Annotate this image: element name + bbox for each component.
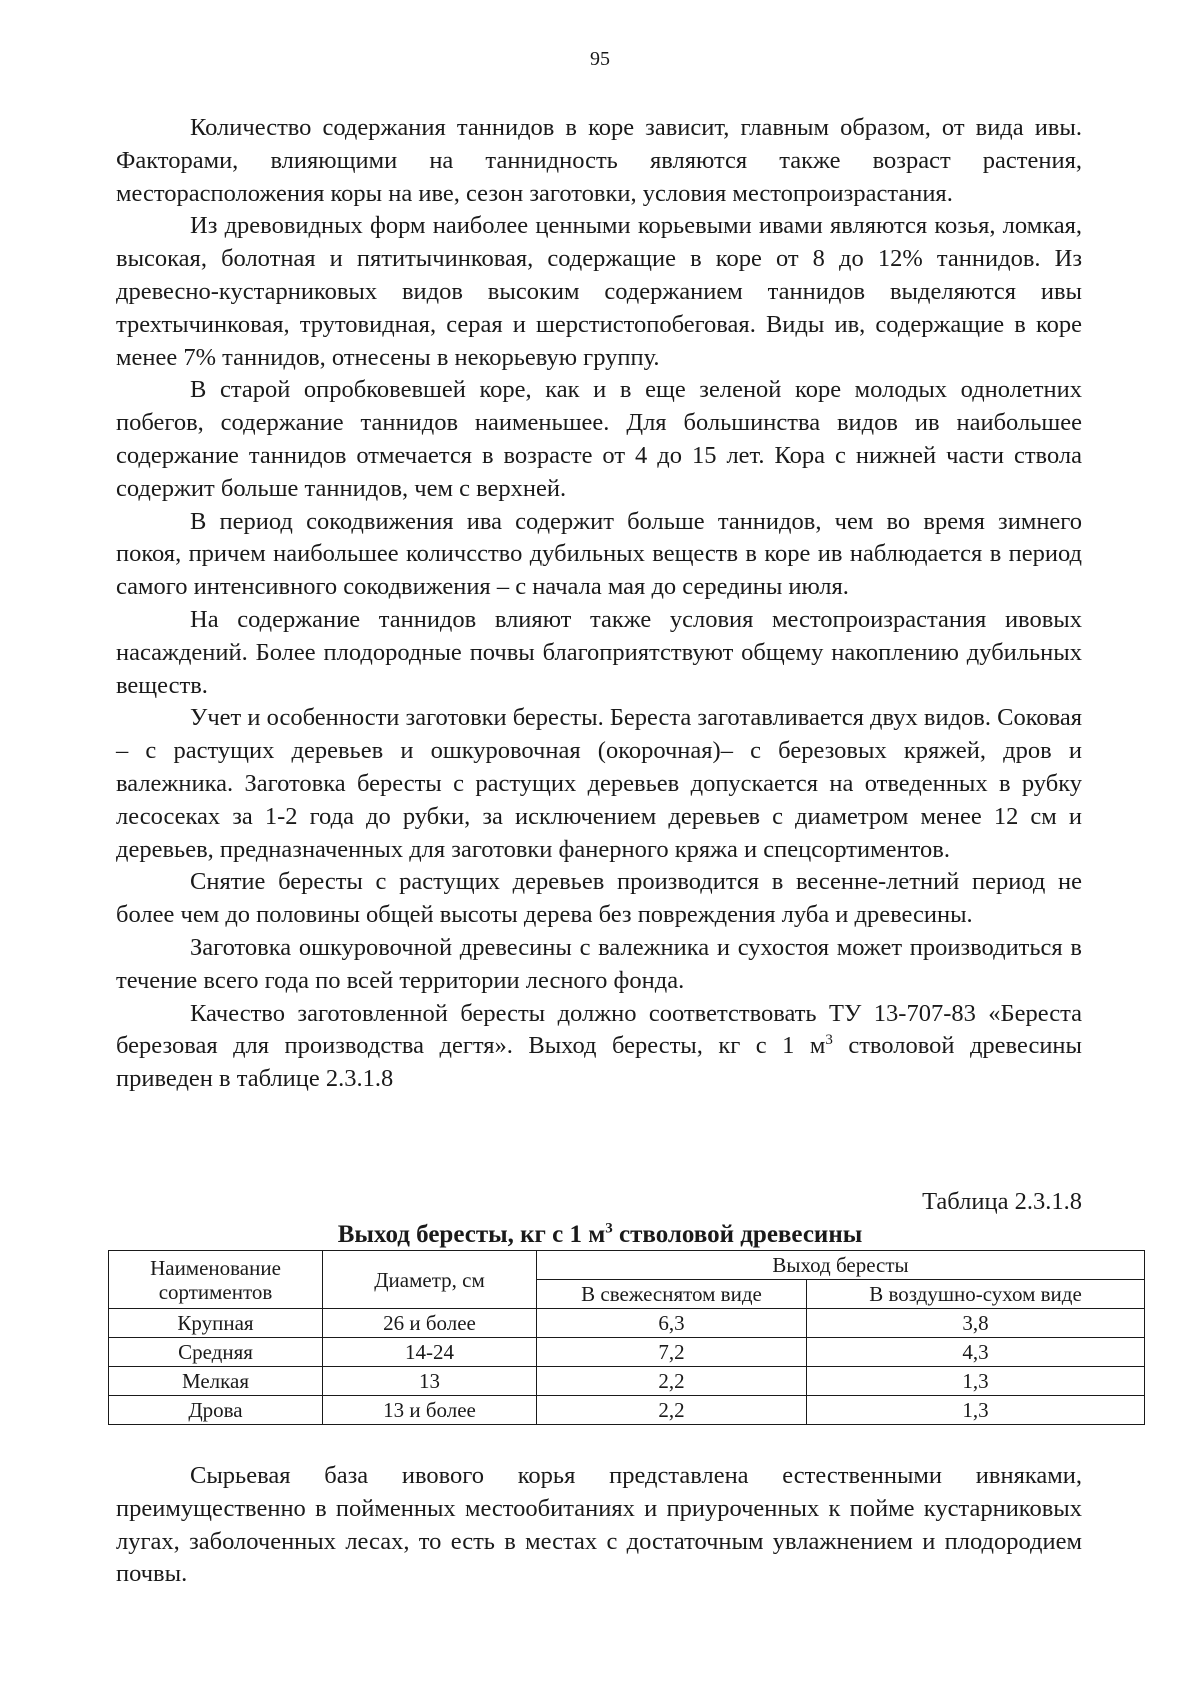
cell-fresh: 7,2 (537, 1338, 807, 1367)
paragraph-old-bark: В старой опробковевшей коре, как и в еще зеленой коре молодых однолетних побегов, содержание таннидов наименьшее. Для большинства видов ив наибольшее содержание таннидов отмечается в возрасте от 4 до 15 лет. Кора с нижней части ствола содержит больше таннидов, чем с верхней. (116, 376, 1082, 502)
cell-name: Дрова (109, 1396, 323, 1425)
cell-diameter: 13 и более (323, 1396, 537, 1425)
table-row (109, 1396, 1145, 1425)
paragraph-birch-bark-harvest: Учет и особенности заготовки бересты. Береста заготавливается двух видов. Соковая – с растущих деревьев и ошкуровочная (окорочная)– с березовых кряжей, дров и валежника. Заготовка бересты с растущих деревьев допускается на отведенных в рубку лесосеках за 1-2 года до рубки, за исключением деревьев с диаметром менее 12 см и деревьев, предназначенных для заготовки фанерного кряжа и спецсортиментов. (116, 704, 1082, 863)
table-title (0, 1220, 1200, 1250)
cell-diameter: 14-24 (323, 1338, 537, 1367)
header-yield: Выход бересты (537, 1251, 1145, 1280)
paragraph-raw-material-base: Сырьевая база ивового корья представлена естественными ивняками, преимущественно в пойменных местообитаниях и приуроченных к пойме кустарниковых лугах, заболоченных лесах, то есть в местах с достаточным увлажнением и плодородием почвы. (116, 1462, 1082, 1588)
cell-diameter: 13 (323, 1367, 537, 1396)
table-title-before: Выход бересты, кг с 1 м (337, 1221, 606, 1248)
cell-diameter: 26 и более (323, 1309, 537, 1338)
paragraph-quality (116, 998, 1082, 1096)
cell-name: Крупная (109, 1309, 323, 1338)
table-title-after: стволовой древесины (612, 1221, 863, 1248)
cell-name: Мелкая (109, 1367, 323, 1396)
paragraph-sap-flow: В период сокодвижения ива содержит больше таннидов, чем во время зимнего покоя, причем наибольшее количсство дубильных веществ в коре ив наблюдается в период самого интенсивного сокодвижения – с начала мая до середины июля. (116, 507, 1082, 601)
birch-bark-yield-table (108, 1250, 1145, 1425)
final-text (116, 1460, 1082, 1591)
table-header-row (109, 1251, 1145, 1280)
cell-fresh: 2,2 (537, 1367, 807, 1396)
cell-dry: 1,3 (807, 1367, 1145, 1396)
table-title-sup: 3 (605, 1220, 613, 1237)
cell-dry: 1,3 (807, 1396, 1145, 1425)
table-row (109, 1367, 1145, 1396)
cell-fresh: 2,2 (537, 1396, 807, 1425)
cell-dry: 4,3 (807, 1338, 1145, 1367)
body-text (116, 112, 1082, 1096)
table-number: Таблица 2.3.1.8 (922, 1188, 1082, 1215)
quality-text-sup: 3 (825, 1032, 833, 1049)
cell-name: Средняя (109, 1338, 323, 1367)
cell-fresh: 6,3 (537, 1309, 807, 1338)
paragraph-tannin-content: Количество содержания таннидов в коре зависит, главным образом, от вида ивы. Факторами, влияющими на таннидность являются также возраст растения, месторасположения коры на иве, сезон заготовки, условия местопроизрастания. (116, 114, 1082, 207)
paragraph-tree-forms: Из древовидных форм наиболее ценными корьевыми ивами являются козья, ломкая, высокая, болотная и пятитычинковая, содержащие в коре от 8 до 12% таннидов. Из древесно-кустарниковых видов высоким содержанием таннидов выделяются ивы трехтычинковая, трутовидная, серая и шерстистопобеговая. Виды ив, содержащие в коре менее 7% таннидов, отнесены в некорьевую группу. (116, 212, 1082, 371)
header-fresh: В свежеснятом виде (537, 1280, 807, 1309)
page-number: 95 (590, 48, 610, 70)
header-dry: В воздушно-сухом виде (807, 1280, 1145, 1309)
table-row (109, 1338, 1145, 1367)
table-row (109, 1309, 1145, 1338)
header-name: Наименование сортиментов (109, 1251, 323, 1309)
paragraph-growing-conditions: На содержание таннидов влияют также условия местопроизрастания ивовых насаждений. Более плодородные почвы благоприятствуют общему накоплению дубильных веществ. (116, 605, 1082, 699)
paragraph-bark-removal: Снятие бересты с растущих деревьев производится в весенне-летний период не более чем до половины общей высоты дерева без повреждения луба и древесины. (116, 868, 1082, 929)
header-diameter: Диаметр, см (323, 1251, 537, 1309)
quality-text-before: Качество заготовленной бересты должно соответствовать ТУ 13-707-83 «Береста березовая для производства дегтя». Выход бересты, кг с 1 м (116, 999, 1082, 1060)
cell-dry: 3,8 (807, 1309, 1145, 1338)
quality-text-after: стволовой древесины приведен в таблице 2.3.1.8 (116, 1032, 1082, 1093)
paragraph-deadwood-harvest: Заготовка ошкуровочной древесины с валежника и сухостоя может производиться в течение всего года по всей территории лесного фонда. (116, 933, 1082, 994)
